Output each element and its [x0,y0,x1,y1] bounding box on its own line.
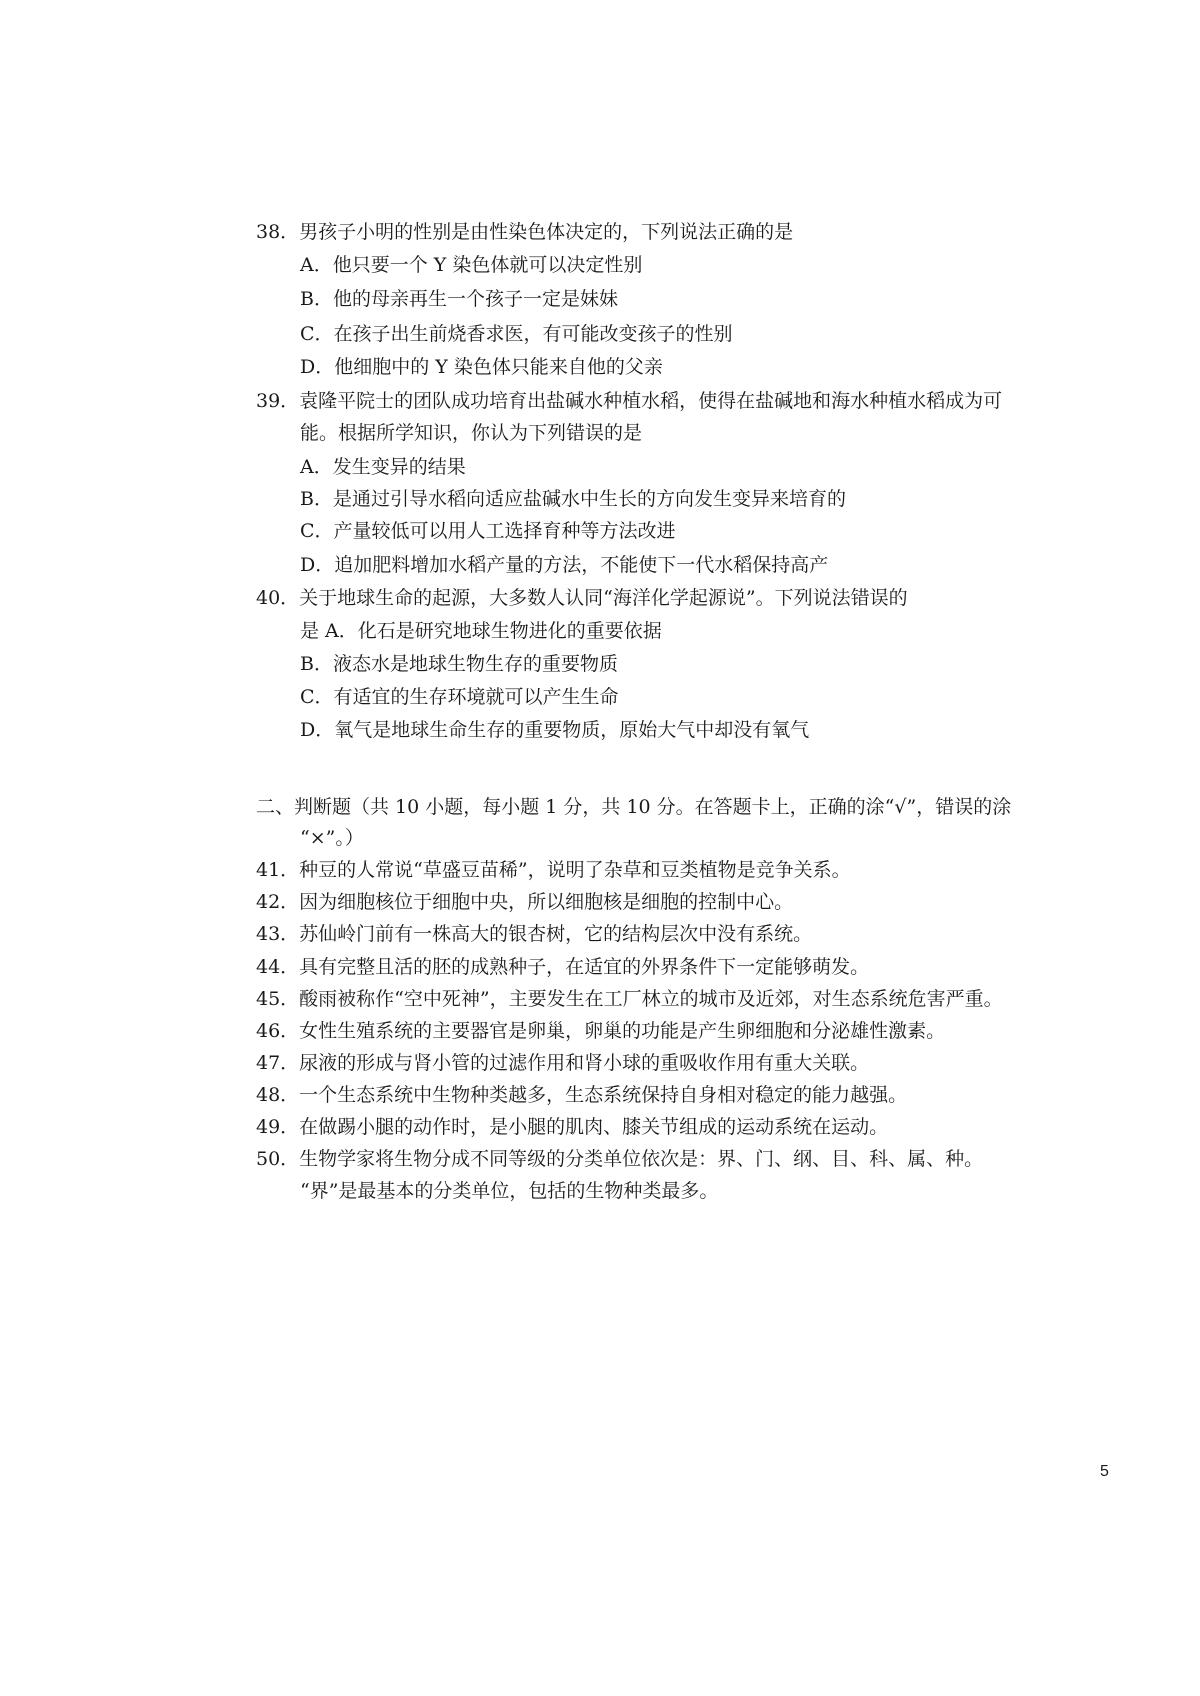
tf-item-50-line2: “界”是最基本的分类单位，包括的生物种类最多。 [300,1180,719,1202]
q40-stem-line1: 40．关于地球生命的起源，大多数人认同“海洋化学起源说”。下列说法错误的 [256,587,908,609]
q40-option-c: C．有适宜的生存环境就可以产生生命 [300,686,619,708]
q38-option-d: D．他细胞中的 Y 染色体只能来自他的父亲 [300,356,663,378]
section2-heading-line1: 二、判断题（共 10 小题，每小题 1 分，共 10 分。在答题卡上，正确的涂“√”，错误的涂 [256,796,1012,818]
q38-option-b: B．他的母亲再生一个孩子一定是妹妹 [300,288,618,310]
tf-item-41: 41．种豆的人常说“草盛豆苗稀”，说明了杂草和豆类植物是竞争关系。 [256,859,851,881]
q38-option-a: A．他只要一个 Y 染色体就可以决定性别 [300,254,643,276]
tf-item-46: 46．女性生殖系统的主要器官是卵巢，卵巢的功能是产生卵细胞和分泌雄性激素。 [256,1020,946,1042]
q38-option-c: C．在孩子出生前烧香求医，有可能改变孩子的性别 [300,323,733,345]
tf-item-49: 49．在做踢小腿的动作时，是小腿的肌肉、膝关节组成的运动系统在运动。 [256,1116,889,1138]
page-number: 5 [1100,1463,1109,1480]
q40-option-d: D．氧气是地球生命生存的重要物质，原始大气中却没有氧气 [300,719,810,741]
tf-item-45: 45．酸雨被称作“空中死神”，主要发生在工厂林立的城市及近郊，对生态系统危害严重。 [256,988,1003,1010]
q39-option-a: A．发生变异的结果 [300,456,466,478]
tf-item-48: 48．一个生态系统中生物种类越多，生态系统保持自身相对稳定的能力越强。 [256,1084,908,1106]
q40-option-b: B．液态水是地球生物生存的重要物质 [300,653,618,675]
tf-item-47: 47．尿液的形成与肾小管的过滤作用和肾小球的重吸收作用有重大关联。 [256,1052,870,1074]
q39-stem-line2: 能。根据所学知识，你认为下列错误的是 [300,422,643,444]
tf-item-43: 43．苏仙岭门前有一株高大的银杏树，它的结构层次中没有系统。 [256,923,813,945]
tf-item-42: 42．因为细胞核位于细胞中央，所以细胞核是细胞的控制中心。 [256,891,794,913]
tf-item-50: 50．生物学家将生物分成不同等级的分类单位依次是：界、门、纲、目、科、属、种。 [256,1148,984,1170]
q38-stem: 38．男孩子小明的性别是由性染色体决定的，下列说法正确的是 [256,221,794,243]
q39-option-c: C．产量较低可以用人工选择育种等方法改进 [300,520,676,542]
q39-option-b: B．是通过引导水稻向适应盐碱水中生长的方向发生变异来培育的 [300,488,846,510]
q40-stem-line2: 是 A．化石是研究地球生物进化的重要依据 [300,620,662,642]
section2-heading-line2: “×”。） [300,827,364,849]
q39-option-d: D．追加肥料增加水稻产量的方法，不能使下一代水稻保持高产 [300,554,829,576]
q39-stem-line1: 39．袁隆平院士的团队成功培育出盐碱水种植水稻，使得在盐碱地和海水种植水稻成为可 [256,390,1003,412]
tf-item-44: 44．具有完整且活的胚的成熟种子，在适宜的外界条件下一定能够萌发。 [256,956,870,978]
